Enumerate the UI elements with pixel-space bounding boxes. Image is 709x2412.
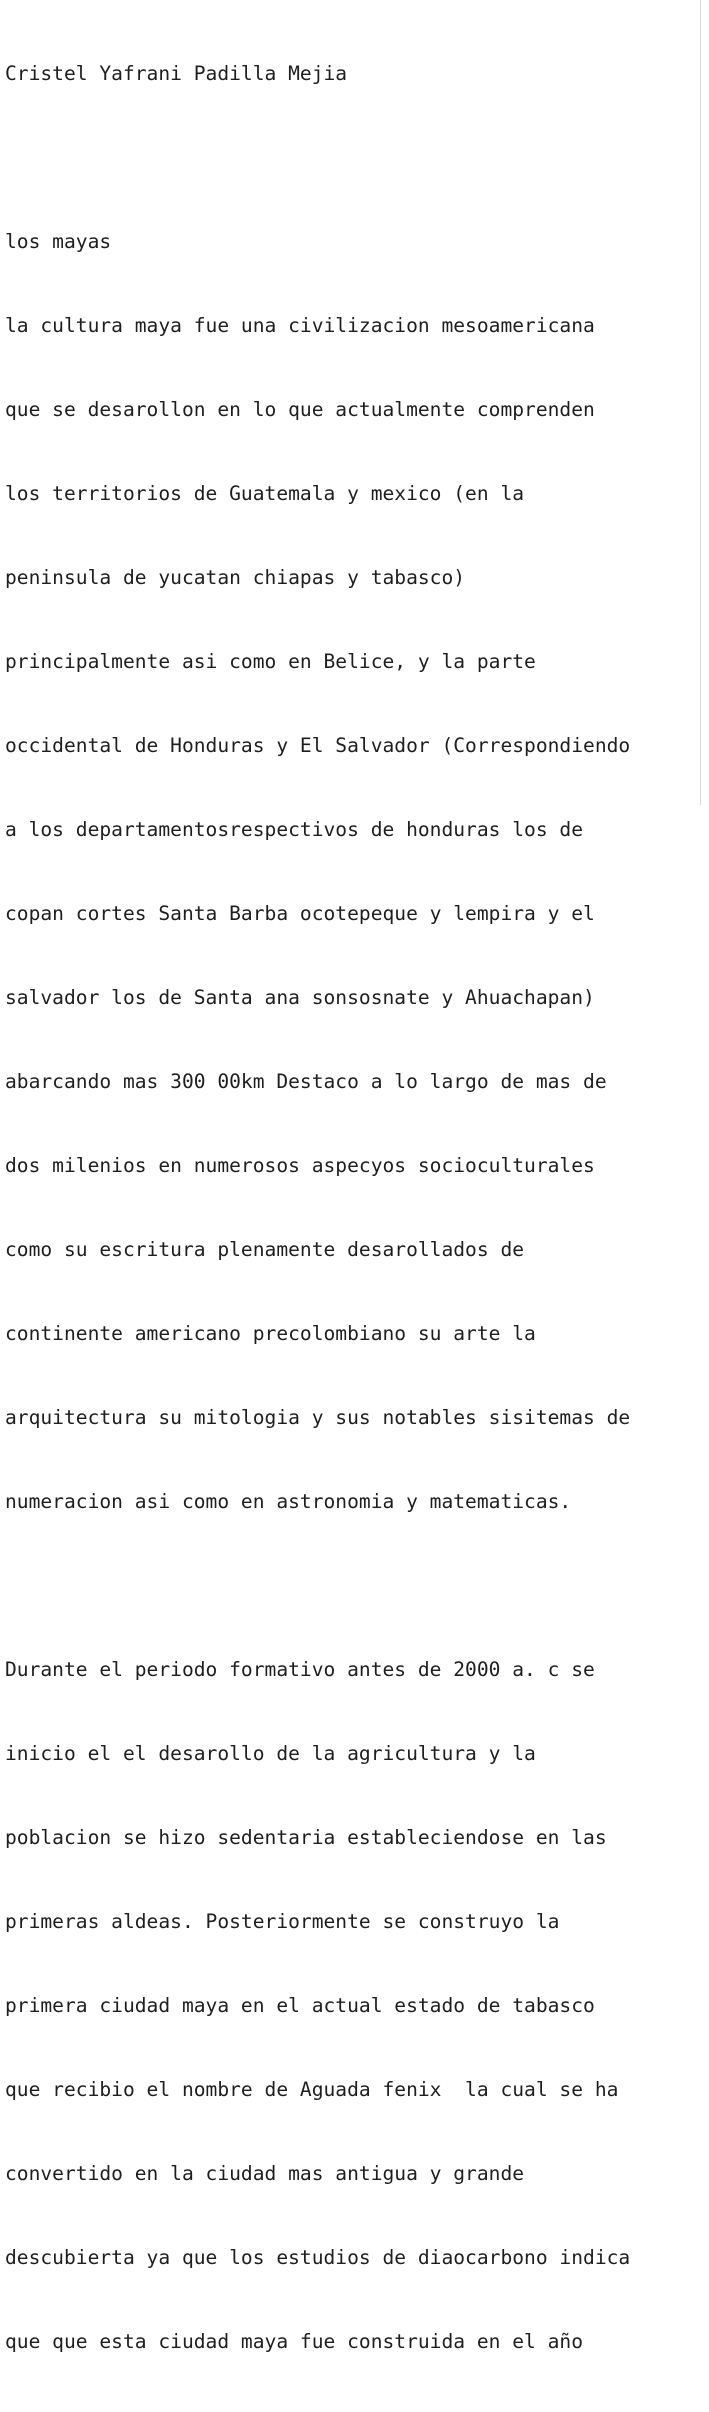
text-line: descubierta ya que los estudios de diaocarbono indica: [5, 2246, 631, 2269]
text-line: Durante el periodo formativo antes de 2000 a. c se: [5, 1658, 595, 1681]
text-line: los territorios de Guatemala y mexico (en la: [5, 482, 525, 505]
text-line: inicio el el desarollo de la agricultura y la: [5, 1742, 536, 1765]
text-line: numeracion asi como en astronomia y matematicas.: [5, 1490, 572, 1513]
text-line: [5, 144, 700, 172]
document-text[interactable]: [5, 4, 700, 2412]
text-line: a los departamentosrespectivos de honduras los de: [5, 818, 584, 841]
text-line: principalmente asi como en Belice, y la parte: [5, 650, 536, 673]
text-line: [5, 1572, 700, 1600]
text-line: primeras aldeas. Posteriormente se construyo la: [5, 1910, 560, 1933]
text-line: que se desarollon en lo que actualmente comprenden: [5, 398, 595, 421]
text-line: que que esta ciudad maya fue construida en el año: [5, 2330, 584, 2353]
text-line: poblacion se hizo sedentaria estableciendose en las: [5, 1826, 607, 1849]
text-line: abarcando mas 300 00km Destaco a lo largo de mas de: [5, 1070, 607, 1093]
text-line: peninsula de yucatan chiapas y tabasco): [5, 566, 466, 589]
text-line: convertido en la ciudad mas antigua y grande: [5, 2162, 525, 2185]
text-line: Cristel Yafrani Padilla Mejia: [5, 62, 348, 85]
text-line: dos milenios en numerosos aspecyos socioculturales: [5, 1154, 595, 1177]
text-line: arquitectura su mitologia y sus notables sisitemas de: [5, 1406, 631, 1429]
text-line: como su escritura plenamente desarollados de: [5, 1238, 525, 1261]
text-line: la cultura maya fue una civilizacion mesoamericana: [5, 314, 595, 337]
text-line: continente americano precolombiano su arte la: [5, 1322, 536, 1345]
vertical-scrollbar[interactable]: [700, 0, 709, 805]
text-line: salvador los de Santa ana sonsosnate y Ahuachapan): [5, 986, 595, 1009]
text-line: copan cortes Santa Barba ocotepeque y lempira y el: [5, 902, 595, 925]
text-line: que recibio el nombre de Aguada fenix la cual se ha: [5, 2078, 619, 2101]
text-line: primera ciudad maya en el actual estado de tabasco: [5, 1994, 595, 2017]
text-line: los mayas: [5, 230, 112, 253]
text-line: occidental de Honduras y El Salvador (Correspondiendo: [5, 734, 631, 757]
